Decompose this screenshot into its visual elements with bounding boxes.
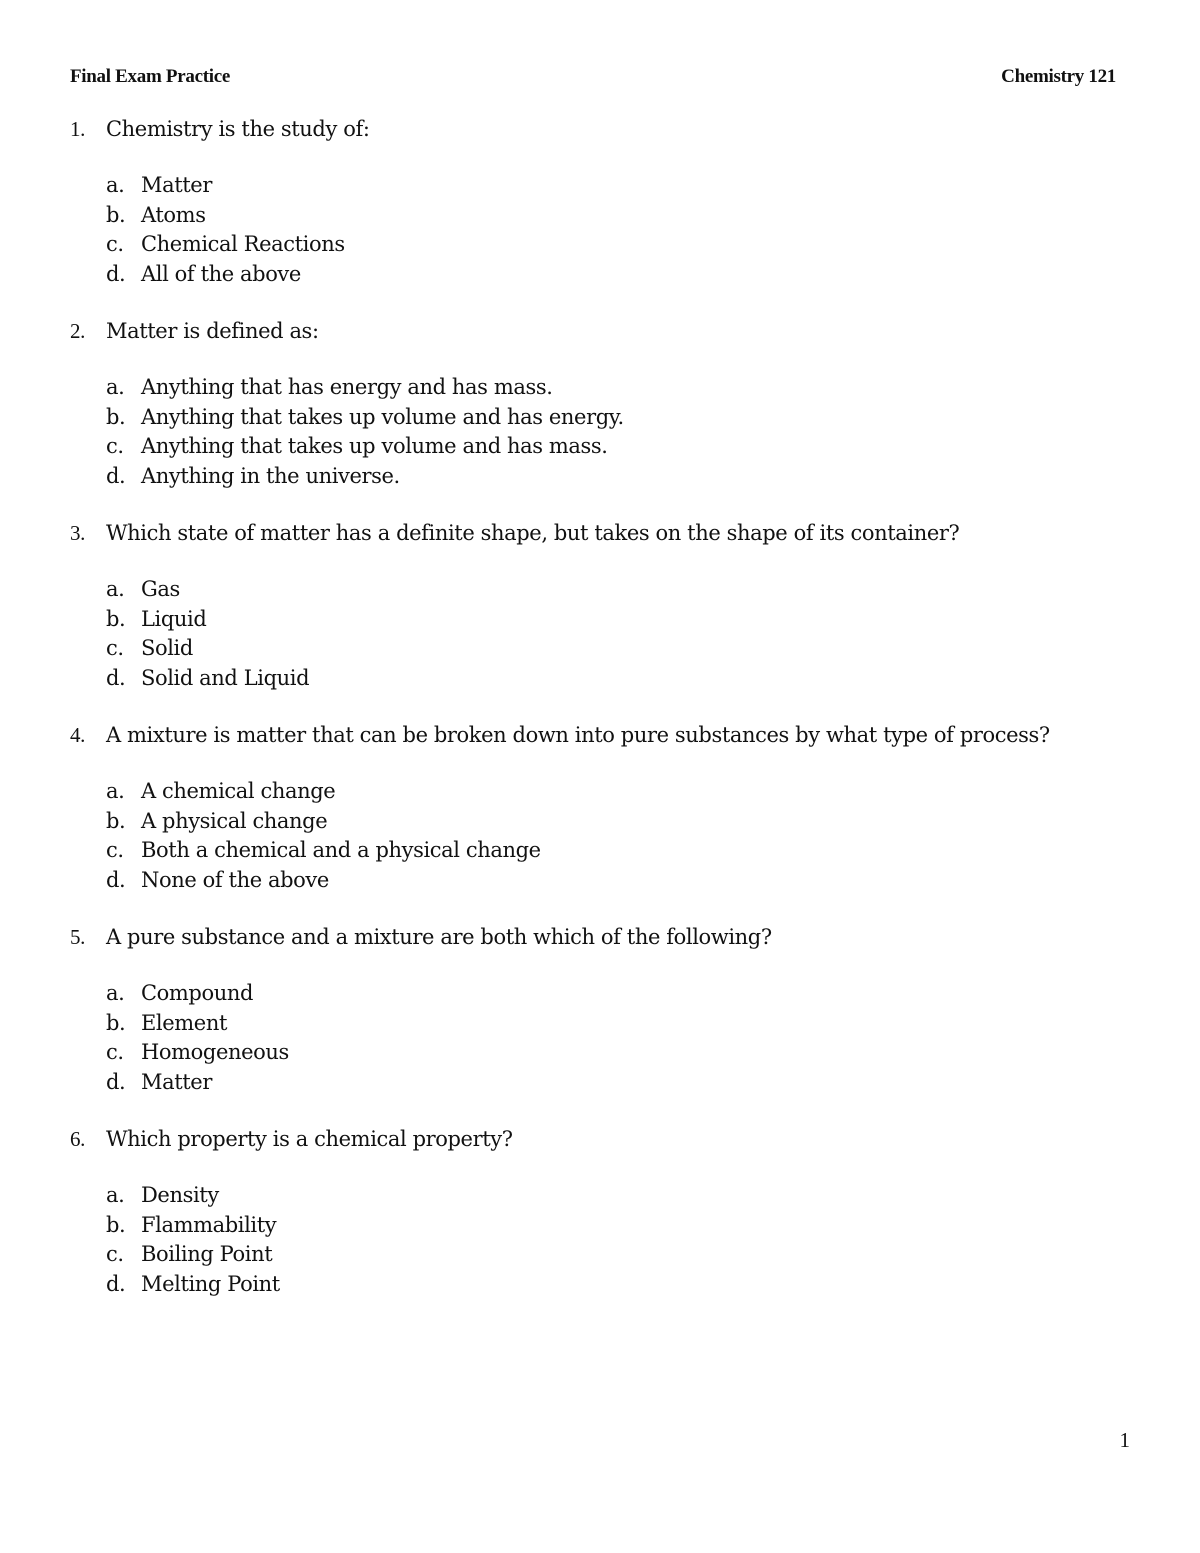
choice-letter: b. [106,404,126,429]
question-2 [70,314,1130,491]
choice-a [70,575,1130,605]
choice-c [70,432,1130,462]
choice-text: None of the above [141,867,329,892]
choice-list [70,777,1130,895]
choice-letter: b. [106,1212,126,1237]
choice-text: Solid and Liquid [141,665,310,690]
choice-list [70,171,1130,289]
choice-letter: a. [106,173,125,197]
choice-text: Anything that has energy and has mass. [141,375,553,399]
choice-list [70,979,1130,1097]
question-list [70,112,1130,1324]
question-stem [70,920,1130,954]
choice-text: Anything that takes up volume and has energy. [141,404,624,429]
choice-text: Both a chemical and a physical change [141,838,541,862]
choice-b [70,605,1130,635]
question-5 [70,920,1130,1097]
question-text: A mixture is matter that can be broken down into pure substances by what type of process? [106,723,1050,747]
question-number: 1. [70,117,85,141]
choice-a [70,1181,1130,1211]
question-number: 6. [70,1127,85,1151]
choice-b [70,1009,1130,1039]
choice-text: A physical change [141,808,328,833]
choice-letter: a. [106,577,125,601]
choice-text: Solid [141,636,193,660]
choice-letter: b. [106,202,126,227]
choice-list [70,1181,1130,1299]
choice-b [70,201,1130,231]
choice-letter: d. [106,261,126,286]
choice-b [70,807,1130,837]
question-text: Which state of matter has a definite shape, but takes on the shape of its container? [106,521,960,545]
choice-letter: d. [106,463,126,488]
choice-d [70,260,1130,290]
choice-letter: c. [106,838,124,862]
question-stem [70,718,1130,752]
choice-d [70,462,1130,492]
choice-text: Density [141,1183,219,1207]
header-title: Final Exam Practice [70,66,230,87]
choice-list [70,575,1130,693]
choice-c [70,1240,1130,1270]
page-header [70,66,1116,96]
choice-letter: a. [106,981,125,1005]
choice-d [70,1068,1130,1098]
question-6 [70,1122,1130,1299]
choice-d [70,866,1130,896]
question-number: 4. [70,723,85,747]
question-text: Matter is defined as: [106,319,319,343]
choice-letter: d. [106,867,126,892]
choice-letter: c. [106,1242,124,1266]
question-number: 3. [70,521,85,545]
choice-letter: d. [106,1271,126,1296]
choice-text: Gas [141,577,180,601]
question-text: Which property is a chemical property? [106,1127,513,1151]
choice-letter: c. [106,232,124,256]
choice-text: Matter [141,1069,212,1094]
choice-c [70,230,1130,260]
question-number: 5. [70,925,85,949]
choice-text: Liquid [141,606,207,631]
choice-letter: b. [106,1010,126,1035]
choice-letter: a. [106,375,125,399]
choice-list [70,373,1130,491]
choice-letter: c. [106,636,124,660]
question-4 [70,718,1130,895]
choice-letter: a. [106,1183,125,1207]
choice-text: Anything that takes up volume and has mass. [141,434,608,458]
choice-text: Melting Point [141,1271,280,1296]
choice-letter: c. [106,434,124,458]
choice-text: All of the above [141,261,301,286]
choice-letter: d. [106,1069,126,1094]
choice-c [70,1038,1130,1068]
choice-text: Matter [141,173,212,197]
choice-text: Anything in the universe. [141,463,400,488]
choice-text: Chemical Reactions [141,232,345,256]
choice-a [70,373,1130,403]
question-stem [70,1122,1130,1156]
choice-c [70,634,1130,664]
choice-text: Boiling Point [141,1242,273,1266]
question-3 [70,516,1130,693]
question-1 [70,112,1130,289]
choice-text: Homogeneous [141,1040,289,1064]
choice-text: Compound [141,981,254,1005]
question-stem [70,314,1130,348]
choice-text: A chemical change [141,779,336,803]
choice-a [70,777,1130,807]
choice-d [70,1270,1130,1300]
choice-letter: a. [106,779,125,803]
question-text: Chemistry is the study of: [106,117,370,141]
question-stem [70,112,1130,146]
choice-text: Element [141,1010,227,1035]
choice-letter: d. [106,665,126,690]
question-number: 2. [70,319,85,343]
question-stem [70,516,1130,550]
choice-b [70,403,1130,433]
header-course: Chemistry 121 [1001,66,1116,87]
choice-c [70,836,1130,866]
choice-b [70,1211,1130,1241]
choice-text: Flammability [141,1212,277,1237]
choice-letter: b. [106,808,126,833]
choice-letter: b. [106,606,126,631]
choice-letter: c. [106,1040,124,1064]
question-text: A pure substance and a mixture are both which of the following? [106,925,772,949]
choice-text: Atoms [141,202,206,227]
choice-d [70,664,1130,694]
choice-a [70,979,1130,1009]
choice-a [70,171,1130,201]
page-number: 1 [1119,1428,1130,1452]
